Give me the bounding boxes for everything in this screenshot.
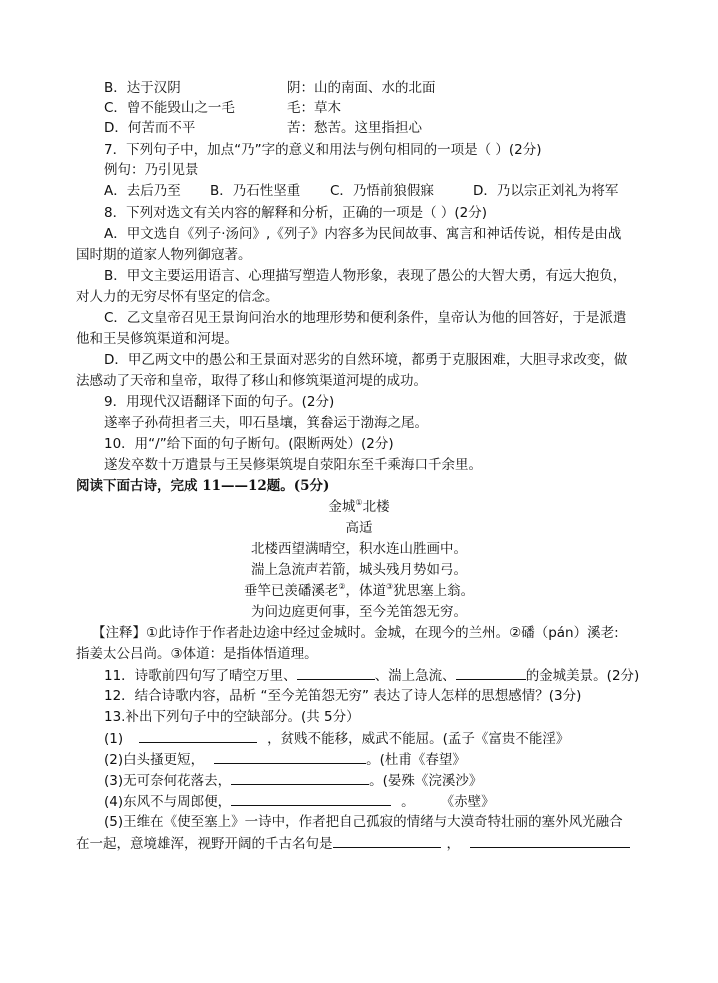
poem-line-2: 湍上急流声若箭，城头残月势如弓。 [251, 562, 467, 578]
poem-line-3-note-marker: ② [338, 582, 346, 591]
q13-item-2-text-b: 。(杜甫《春望》 [366, 752, 466, 768]
q13-blank-5[interactable] [333, 833, 441, 848]
poem-title-part2: 北楼 [362, 499, 390, 515]
poem-author: 高适 [345, 520, 373, 536]
q13-blank-2[interactable] [214, 749, 366, 764]
poem-line-3-note-marker-2: ③ [386, 582, 394, 591]
q9-sentence: 遂率子孙荷担者三夫，叩石垦壤，箕畚运于渤海之尾。 [104, 415, 428, 431]
q13-item-2-text-a: (2)白头搔更短， [104, 752, 205, 768]
q6-option-b-explanation: 阴：山的南面、水的北面 [287, 80, 436, 96]
q13-blank-1[interactable] [139, 728, 257, 743]
q13-item-3 [104, 770, 482, 790]
q13-item-4-period: 。 [401, 794, 415, 810]
q11-blank-2[interactable] [456, 665, 526, 680]
q7-option-b: B．乃石性坚重 [210, 183, 301, 199]
q13-item-3-text-b: 。(晏殊《浣溪沙》 [369, 773, 483, 789]
q7-example: 例句：乃引见景 [104, 162, 199, 178]
q13-stem: 13.补出下列句子中的空缺部分。(共 5分） [104, 709, 360, 725]
q8-option-a-line1: A．甲文选自《列子·汤问》,《列子》内容多为民间故事、寓言和神话传说，相传是由战 [104, 226, 622, 242]
poem-title-part1: 金城 [328, 499, 356, 515]
annotation-line1: 【注释】①此诗作于作者赴边途中经过金城时。金城，在现今的兰州。②磻（pán）溪老: [92, 625, 619, 641]
q7-stem: 7．下列句子中，加点“乃”字的意义和用法与例句相同的一项是（ ）(2分) [104, 142, 542, 158]
q7-option-d: D．乃以宗正刘礼为将军 [473, 183, 619, 199]
q13-item-1 [104, 728, 569, 748]
poem-title-note-marker: ① [355, 498, 363, 507]
q13-item-4 [104, 791, 495, 811]
q13-blank-3[interactable] [231, 770, 369, 785]
poem-line-1: 北楼西望满晴空，积水连山胜画中。 [251, 541, 467, 557]
q13-blank-4[interactable] [231, 791, 391, 806]
poem-line-3-part3: 犹思塞上翁。 [393, 583, 475, 599]
q11-part1: 11．诗歌前四句写了晴空万里、 [104, 668, 297, 684]
q13-item-4-text-a: (4)东风不与周郎便， [104, 794, 232, 810]
q7-option-a: A．去后乃至 [104, 183, 181, 199]
q6-option-d: D．何苦而不平 [104, 120, 196, 136]
q8-option-d-line2: 法感动了天帝和皇帝，取得了移山和修筑渠道河堤的成功。 [76, 373, 427, 389]
q6-option-c: C．曾不能毁山之一毛 [104, 100, 235, 116]
q10-sentence: 遂发卒数十万遣景与王吴修渠筑堤自荥阳东至千乘海口千余里。 [104, 457, 482, 473]
section-heading: 阅读下面古诗，完成 11——12题。(5分) [76, 478, 330, 494]
q6-option-c-explanation: 毛：草木 [287, 100, 341, 116]
q7-option-c: C．乃悟前狼假寐 [330, 183, 434, 199]
q8-option-d-line1: D．甲乙两文中的愚公和王景面对恶劣的自然环境，都勇于克服困难，大胆寻求改变，做 [104, 352, 628, 368]
q9-stem: 9．用现代汉语翻译下面的句子。(2分) [104, 394, 335, 410]
q11-part2: 、湍上急流、 [374, 668, 456, 684]
q13-item-5-comma: ， [446, 836, 460, 852]
q8-option-b-line2: 对人力的无穷尽怀有坚定的信念。 [76, 289, 279, 305]
q8-option-b-line1: B．甲文主要运用语言、心理描写塑造人物形象，表现了愚公的大智大勇，有远大抱负， [104, 268, 627, 284]
q13-blank-6[interactable] [470, 833, 630, 848]
q11 [104, 665, 639, 685]
q13-item-3-text-a: (3)无可奈何花落去， [104, 773, 232, 789]
q10-stem: 10．用“/”给下面的句子断句。(限断两处）(2分) [104, 436, 394, 452]
poem-line-3 [0, 581, 718, 601]
q8-option-c-line2: 他和王吴修筑渠道和河堤。 [76, 331, 238, 347]
q12: 12．结合诗歌内容，品析 “至今羌笛怨无穷” 表达了诗人怎样的思想感情？(3分) [104, 688, 582, 704]
q13-item-5-text-a: 在一起，意境雄浑，视野开阔的千古名句是 [76, 836, 333, 852]
q13-item-5-line2 [76, 833, 630, 853]
q13-item-1-text: ，贫贱不能移，威武不能屈。(孟子《富贵不能淫》 [267, 731, 570, 747]
annotation-line2: 指姜太公吕尚。③体道：是指体悟道理。 [76, 646, 318, 662]
q8-option-c-line1: C．乙文皇帝召见王景询问治水的地理形势和便利条件，皇帝认为他的回答好，于是派遣 [104, 310, 627, 326]
q13-item-1-number: (1) [104, 731, 124, 747]
q13-item-5-line1: (5)王维在《使至塞上》一诗中，作者把自己孤寂的情绪与大漠奇特壮丽的塞外风光融合 [104, 814, 623, 830]
q8-stem: 8．下列对选文有关内容的解释和分析，正确的一项是（ ）(2分) [104, 205, 488, 221]
q11-blank-1[interactable] [297, 665, 375, 680]
poem-line-4: 为问边庭更何事，至今羌笛怨无穷。 [251, 604, 467, 620]
q11-part3: 的金城美景。(2分) [525, 668, 640, 684]
poem-line-3-part2: ，体道 [345, 583, 386, 599]
q8-option-a-line2: 国时期的道家人物列御寇著。 [76, 247, 252, 263]
poem-line-3-part1: 垂竿已羡磻溪老 [243, 583, 339, 599]
q13-item-2 [104, 749, 466, 769]
q6-option-b: B．达于汉阴 [104, 80, 181, 96]
poem-title [0, 497, 718, 517]
q13-item-4-source: 《赤壁》 [440, 794, 495, 810]
q6-option-d-explanation: 苦：愁苦。这里指担心 [287, 120, 422, 136]
